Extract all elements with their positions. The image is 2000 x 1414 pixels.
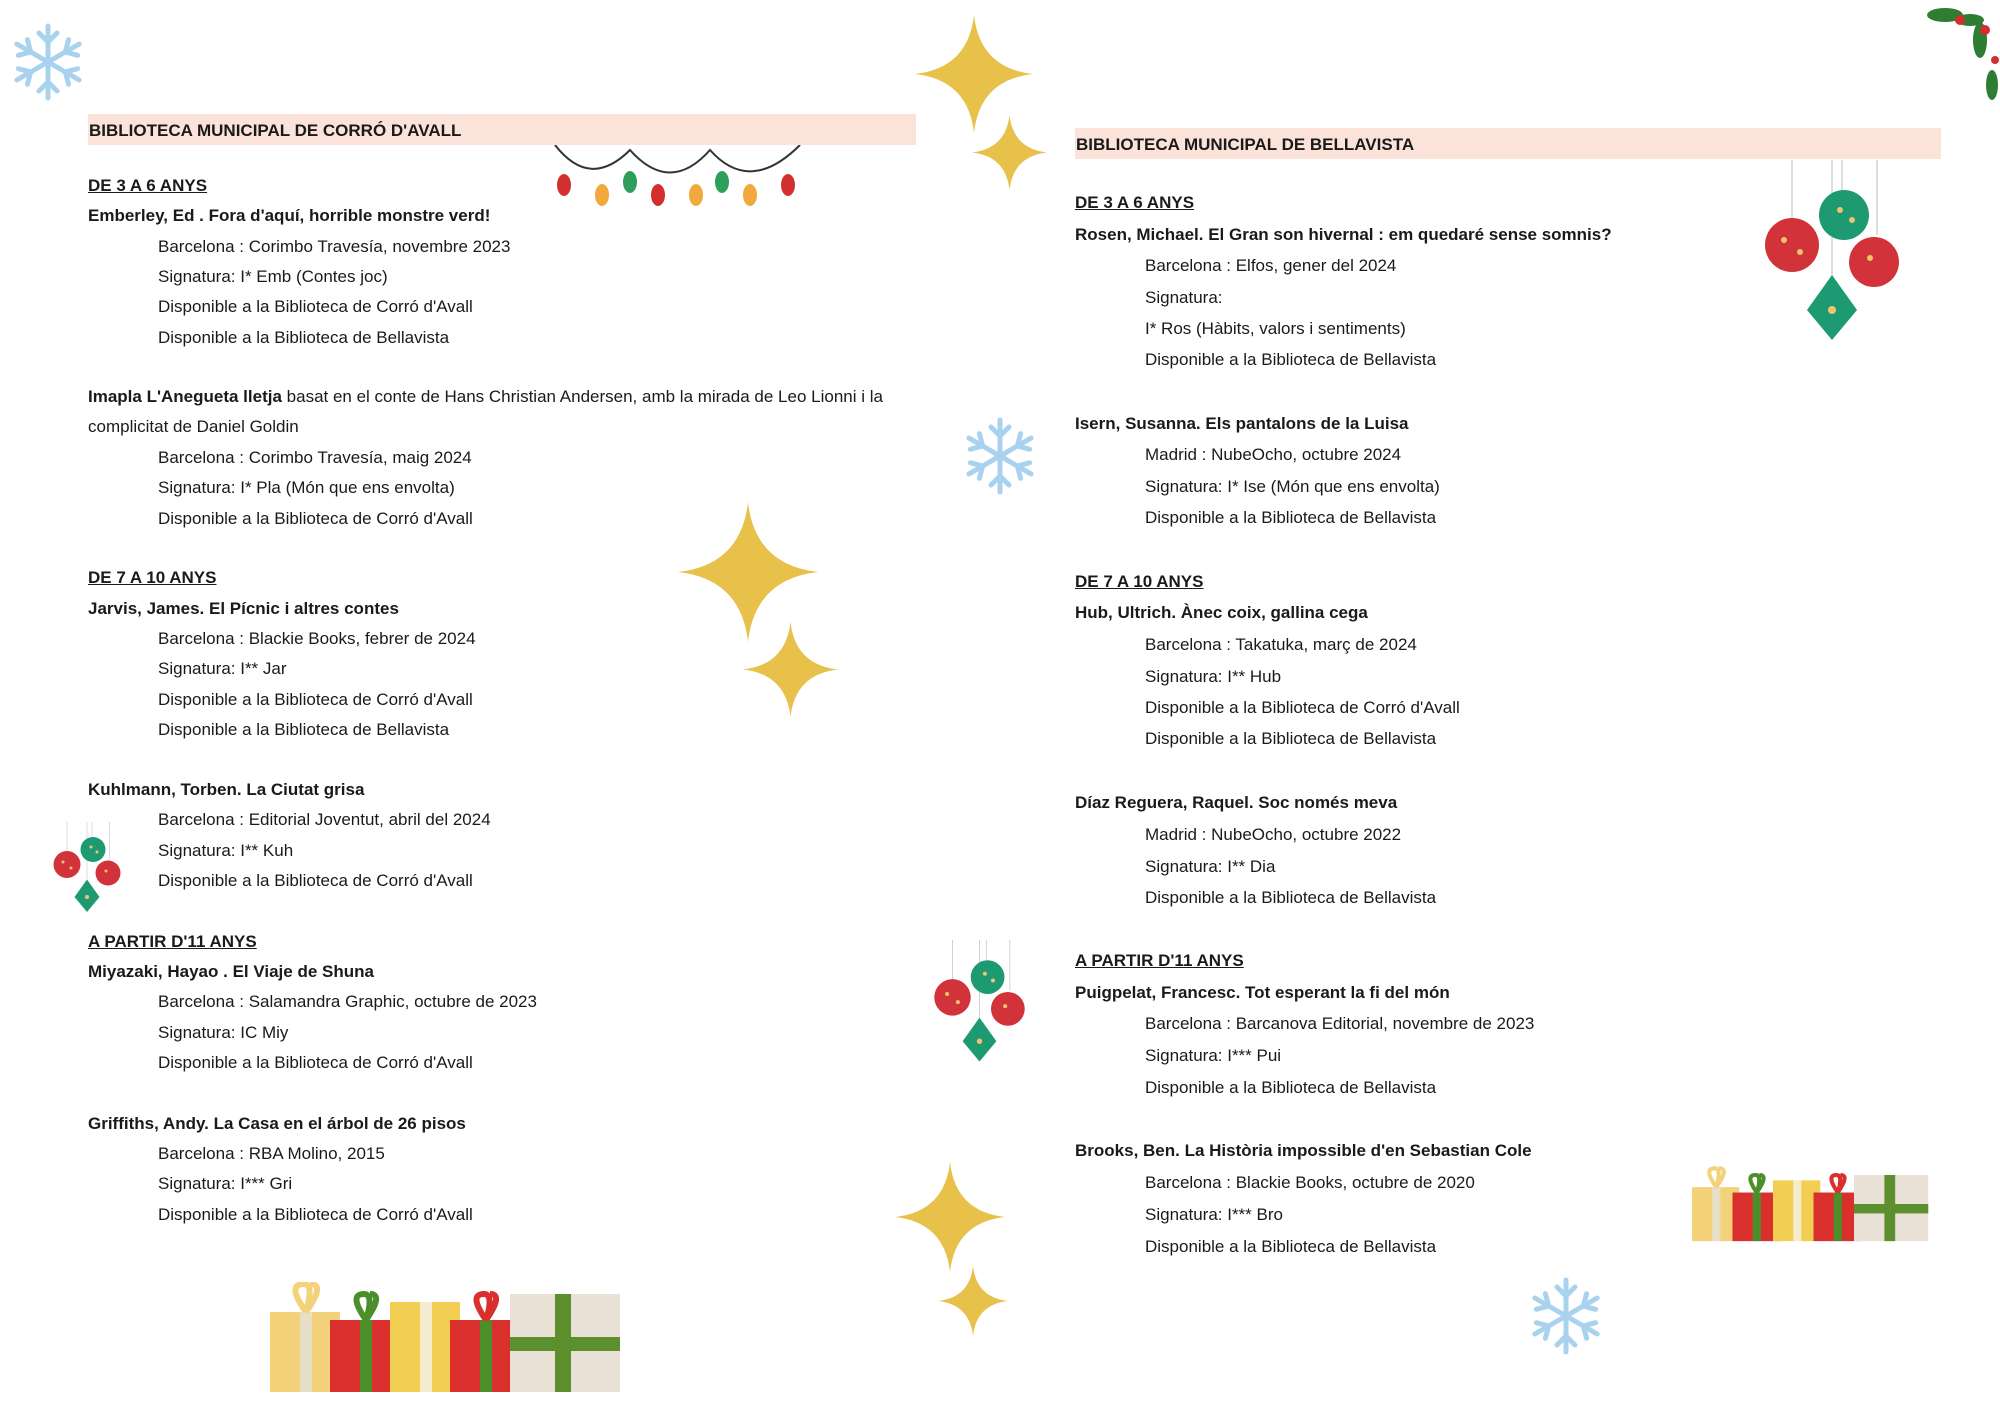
book-signature: Signatura: I*** Pui <box>1145 1046 1282 1065</box>
star-icon <box>972 115 1047 190</box>
book-signature: Signatura: IC Miy <box>158 1023 289 1042</box>
book-availability: Disponible a la Biblioteca de Corró d'Avall <box>158 1053 473 1072</box>
star-icon <box>678 502 818 642</box>
book-publisher: Barcelona : Editorial Joventut, abril del 2024 <box>158 810 491 829</box>
book-title <box>88 382 920 442</box>
ornaments-icon <box>1762 160 1902 360</box>
book-availability: Disponible a la Biblioteca de Bellavista <box>1145 888 1437 907</box>
book-publisher: Madrid : NubeOcho, octubre 2024 <box>1145 445 1402 464</box>
book-signature: Signatura: I* Ise (Món que ens envolta) <box>1145 477 1440 496</box>
book-publisher: Barcelona : Corimbo Travesía, maig 2024 <box>158 448 472 467</box>
book-publisher: Barcelona : Corimbo Travesía, novembre 2023 <box>158 237 511 256</box>
library-title: BIBLIOTECA MUNICIPAL DE BELLAVISTA <box>1076 135 1415 154</box>
book-signature: Signatura: I*** Gri <box>158 1174 293 1193</box>
book-availability: Disponible a la Biblioteca de Bellavista <box>158 720 450 739</box>
book-availability: Disponible a la Biblioteca de Bellavista <box>1145 1078 1437 1097</box>
book-availability: Disponible a la Biblioteca de Corró d'Avall <box>158 871 473 890</box>
book-title: Puigpelat, Francesc. Tot esperant la fi del món <box>1075 983 1450 1002</box>
section-heading: DE 3 A 6 ANYS <box>1075 193 1195 212</box>
book-title: Rosen, Michael. El Gran son hivernal : em quedaré sense somnis? <box>1075 225 1612 244</box>
snowflake-icon <box>960 412 1040 500</box>
book-availability: Disponible a la Biblioteca de Corró d'Avall <box>158 690 473 709</box>
book-title: Miyazaki, Hayao . El Viaje de Shuna <box>88 962 374 981</box>
library-title: BIBLIOTECA MUNICIPAL DE CORRÓ D'AVALL <box>89 121 462 140</box>
section-heading: A PARTIR D'11 ANYS <box>88 932 257 951</box>
book-title: Griffiths, Andy. La Casa en el árbol de 26 pisos <box>88 1114 466 1133</box>
book-title: Brooks, Ben. La Història impossible d'en Sebastian Cole <box>1075 1141 1532 1160</box>
gifts-icon <box>1692 1155 1935 1253</box>
book-publisher: Madrid : NubeOcho, octubre 2022 <box>1145 825 1402 844</box>
star-icon <box>938 1266 1008 1336</box>
book-publisher: Barcelona : Takatuka, març de 2024 <box>1145 635 1417 654</box>
snowflake-icon <box>8 18 88 106</box>
book-publisher: Barcelona : Barcanova Editorial, novembre de 2023 <box>1145 1014 1535 1033</box>
book-availability: Disponible a la Biblioteca de Corró d'Avall <box>158 1205 473 1224</box>
book-availability: Disponible a la Biblioteca de Bellavista <box>158 328 450 347</box>
book-publisher: Barcelona : Elfos, gener del 2024 <box>1145 256 1397 275</box>
book-signature: Signatura: I*** Bro <box>1145 1205 1283 1224</box>
book-publisher: Barcelona : RBA Molino, 2015 <box>158 1144 385 1163</box>
book-availability: Disponible a la Biblioteca de Corró d'Avall <box>1145 698 1460 717</box>
section-heading: DE 3 A 6 ANYS <box>88 176 208 195</box>
book-availability: Disponible a la Biblioteca de Corró d'Avall <box>158 297 473 316</box>
book-title: Díaz Reguera, Raquel. Soc només meva <box>1075 793 1398 812</box>
book-signature-value: I* Ros (Hàbits, valors i sentiments) <box>1145 319 1406 338</box>
library-title-band <box>1075 128 1941 159</box>
book-availability: Disponible a la Biblioteca de Bellavista <box>1145 1237 1437 1256</box>
book-signature: Signatura: I* Emb (Contes joc) <box>158 267 388 286</box>
book-title: Isern, Susanna. Els pantalons de la Luisa <box>1075 414 1409 433</box>
section-heading: DE 7 A 10 ANYS <box>88 568 217 587</box>
book-availability: Disponible a la Biblioteca de Bellavista <box>1145 350 1437 369</box>
book-publisher: Barcelona : Salamandra Graphic, octubre de 2023 <box>158 992 537 1011</box>
library-title-band <box>88 114 916 145</box>
holly-icon <box>1900 0 2000 110</box>
snowflake-icon <box>1526 1272 1606 1360</box>
book-publisher: Barcelona : Blackie Books, febrer de 2024 <box>158 629 476 648</box>
book-title: Jarvis, James. El Pícnic i altres contes <box>88 599 399 618</box>
book-title-rest: basat en el conte de Hans Christian Andersen, amb la mirada de Leo Lionni i la complicitat de Daniel Goldin <box>88 387 883 436</box>
gifts-icon <box>270 1282 630 1392</box>
book-signature: Signatura: I* Pla (Món que ens envolta) <box>158 478 455 497</box>
string-lights-icon <box>550 140 805 215</box>
star-icon <box>895 1162 1005 1272</box>
book-signature: Signatura: I** Kuh <box>158 841 294 860</box>
book-title: Kuhlmann, Torben. La Ciutat grisa <box>88 780 365 799</box>
book-availability: Disponible a la Biblioteca de Bellavista <box>1145 729 1437 748</box>
section-heading: DE 7 A 10 ANYS <box>1075 572 1204 591</box>
ornaments-icon <box>52 822 122 922</box>
book-signature: Signatura: I** Dia <box>1145 857 1276 876</box>
book-availability: Disponible a la Biblioteca de Corró d'Avall <box>158 509 473 528</box>
book-title: Hub, Ultrich. Ànec coix, gallina cega <box>1075 603 1368 622</box>
book-title: Emberley, Ed . Fora d'aquí, horrible monstre verd! <box>88 206 491 225</box>
section-heading: A PARTIR D'11 ANYS <box>1075 951 1244 970</box>
book-availability: Disponible a la Biblioteca de Bellavista <box>1145 508 1437 527</box>
star-icon <box>743 622 838 717</box>
book-title-bold: Imapla L'Anegueta lletja <box>88 387 282 406</box>
book-publisher: Barcelona : Blackie Books, octubre de 2020 <box>1145 1173 1475 1192</box>
book-signature: Signatura: <box>1145 288 1223 307</box>
ornaments-icon <box>932 940 1027 1075</box>
book-signature: Signatura: I** Jar <box>158 659 287 678</box>
book-signature: Signatura: I** Hub <box>1145 667 1282 686</box>
